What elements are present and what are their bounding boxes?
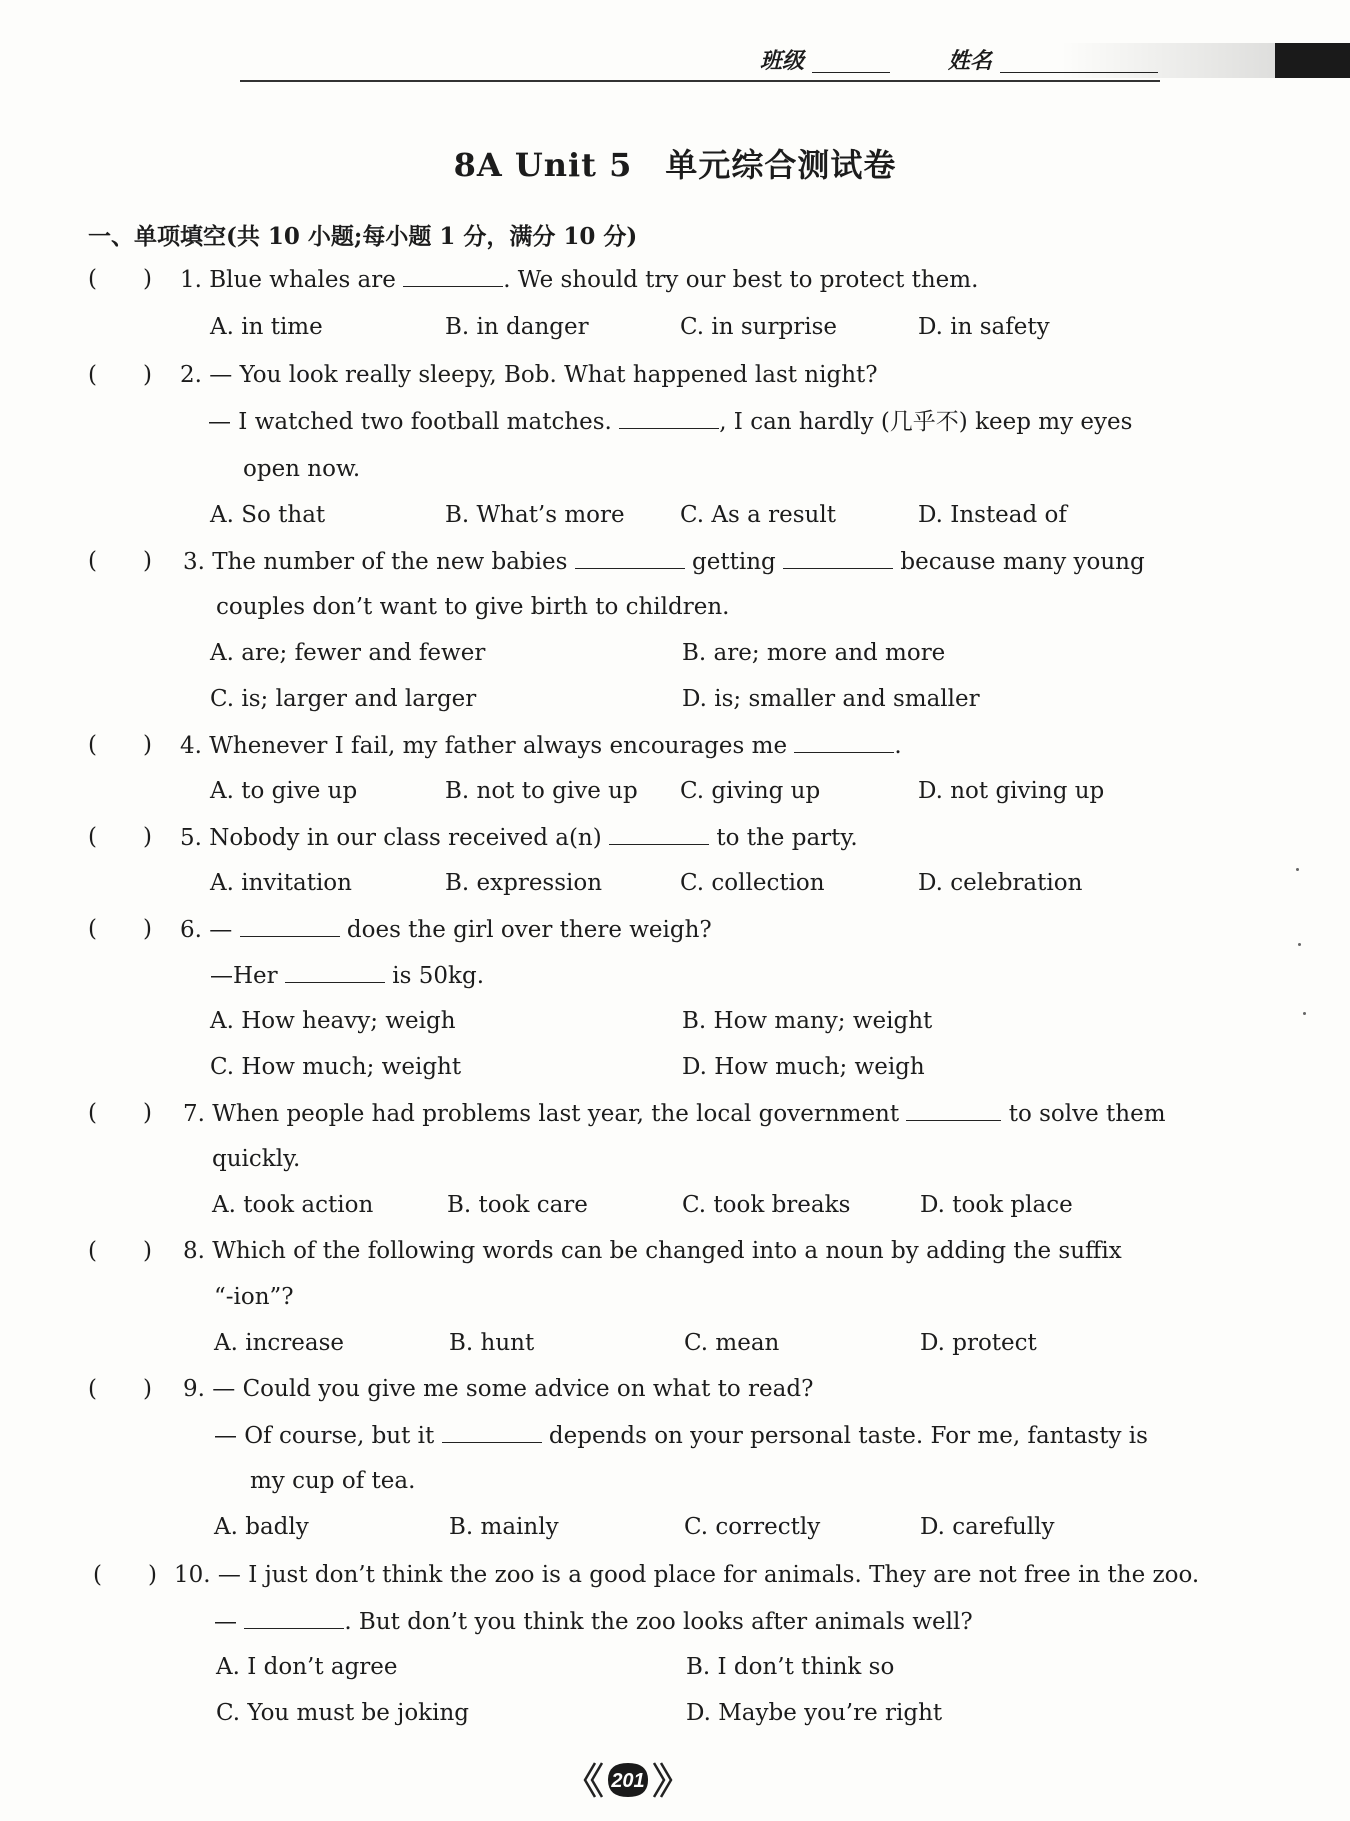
header-rule <box>240 80 1160 82</box>
page-number-ornament <box>583 1757 673 1803</box>
option-d: D. protect <box>920 1330 1037 1356</box>
question-3: 3. The number of the new babies getting because many young <box>183 546 1145 577</box>
answer-blank <box>442 1420 542 1443</box>
question-10-line-2: — . But don’t you think the zoo looks after animals well? <box>214 1606 973 1637</box>
page-number: 201 <box>611 1770 645 1792</box>
question-8-line-2: “-ion”? <box>214 1284 294 1310</box>
question-2-line-2: — I watched two football matches. , I can hardly (几乎不) keep my eyes <box>208 406 1132 437</box>
class-label: 班级 <box>760 48 805 74</box>
answer-blank <box>285 960 385 983</box>
option-c: C. took breaks <box>682 1192 851 1218</box>
answer-blank <box>403 264 503 287</box>
scan-speck <box>1298 943 1301 946</box>
option-c: C. in surprise <box>680 314 837 340</box>
name-label: 姓名 <box>948 48 993 74</box>
answer-blank <box>783 546 893 569</box>
answer-blank <box>575 546 685 569</box>
name-blank[interactable] <box>1000 72 1158 73</box>
section-heading: 一、单项填空(共 10 小题;每小题 1 分，满分 10 分) <box>88 223 638 250</box>
option-b: B. I don’t think so <box>686 1654 895 1680</box>
option-c: C. How much; weight <box>210 1054 462 1080</box>
option-b: B. hunt <box>449 1330 535 1356</box>
option-b: B. What’s more <box>445 502 625 528</box>
option-d: D. carefully <box>920 1514 1055 1540</box>
question-5: 5. Nobody in our class received a(n) to the party. <box>180 822 858 853</box>
answer-blank <box>619 406 719 429</box>
answer-blank <box>240 914 340 937</box>
question-8: 8. Which of the following words can be changed into a noun by adding the suffix <box>183 1238 1122 1264</box>
answer-blank <box>906 1098 1001 1121</box>
question-6: 6. — does the girl over there weigh? <box>180 914 712 945</box>
question-10: 10. — I just don’t think the zoo is a good place for animals. They are not free in the zoo. <box>174 1562 1200 1588</box>
option-a: A. in time <box>210 314 323 340</box>
option-a: A. increase <box>214 1330 345 1356</box>
option-a: A. I don’t agree <box>216 1654 398 1680</box>
option-a: A. So that <box>210 502 326 528</box>
answer-bracket[interactable]: ( ) <box>88 266 152 292</box>
answer-bracket[interactable]: ( ) <box>93 1562 157 1588</box>
question-4: 4. Whenever I fail, my father always encourages me . <box>180 730 902 761</box>
option-b: B. took care <box>447 1192 588 1218</box>
option-a: A. took action <box>212 1192 374 1218</box>
option-c: C. giving up <box>680 778 821 804</box>
question-2-line-3: open now. <box>243 456 361 482</box>
option-a: A. invitation <box>210 870 352 896</box>
option-b: B. How many; weight <box>682 1008 933 1034</box>
scan-speck <box>1303 1012 1306 1015</box>
option-a: A. badly <box>214 1514 309 1540</box>
option-b: B. mainly <box>449 1514 559 1540</box>
answer-bracket[interactable]: ( ) <box>88 362 152 388</box>
option-d: D. in safety <box>918 314 1050 340</box>
option-c: C. mean <box>684 1330 780 1356</box>
answer-bracket[interactable]: ( ) <box>88 732 152 758</box>
page-number-badge <box>583 1757 673 1803</box>
option-d: D. not giving up <box>918 778 1105 804</box>
header-black-tab <box>1275 43 1350 78</box>
answer-bracket[interactable]: ( ) <box>88 1238 152 1264</box>
option-a: A. to give up <box>210 778 358 804</box>
option-b: B. in danger <box>445 314 589 340</box>
scan-speck <box>1296 868 1299 871</box>
option-c: C. As a result <box>680 502 836 528</box>
option-d: D. How much; weigh <box>682 1054 925 1080</box>
answer-blank <box>609 822 709 845</box>
question-9-line-2: — Of course, but it depends on your personal taste. For me, fantasty is <box>214 1420 1148 1451</box>
question-9-line-3: my cup of tea. <box>250 1468 416 1494</box>
answer-bracket[interactable]: ( ) <box>88 548 152 574</box>
page-title: 8A Unit 5 单元综合测试卷 <box>453 146 897 184</box>
option-b: B. expression <box>445 870 603 896</box>
option-d: D. Maybe you’re right <box>686 1700 943 1726</box>
answer-blank <box>244 1606 344 1629</box>
option-d: D. celebration <box>918 870 1083 896</box>
answer-bracket[interactable]: ( ) <box>88 1376 152 1402</box>
option-c: C. collection <box>680 870 825 896</box>
class-blank[interactable] <box>812 72 890 73</box>
answer-blank <box>794 730 894 753</box>
option-c: C. is; larger and larger <box>210 686 477 712</box>
question-6-line-2: —Her is 50kg. <box>210 960 484 991</box>
option-d: D. Instead of <box>918 502 1067 528</box>
option-d: D. is; smaller and smaller <box>682 686 980 712</box>
question-7-line-2: quickly. <box>212 1146 301 1172</box>
question-7: 7. When people had problems last year, the local government to solve them <box>183 1098 1166 1129</box>
question-2: 2. — You look really sleepy, Bob. What happened last night? <box>180 362 878 388</box>
answer-bracket[interactable]: ( ) <box>88 1100 152 1126</box>
option-a: A. are; fewer and fewer <box>210 640 486 666</box>
option-b: B. are; more and more <box>682 640 946 666</box>
option-c: C. You must be joking <box>216 1700 469 1726</box>
option-c: C. correctly <box>684 1514 821 1540</box>
answer-bracket[interactable]: ( ) <box>88 916 152 942</box>
answer-bracket[interactable]: ( ) <box>88 824 152 850</box>
option-a: A. How heavy; weigh <box>210 1008 456 1034</box>
option-d: D. took place <box>920 1192 1073 1218</box>
question-9: 9. — Could you give me some advice on what to read? <box>183 1376 814 1402</box>
question-3-line-2: couples don’t want to give birth to children. <box>216 594 730 620</box>
question-1: 1. Blue whales are . We should try our best to protect them. <box>180 264 978 295</box>
option-b: B. not to give up <box>445 778 638 804</box>
